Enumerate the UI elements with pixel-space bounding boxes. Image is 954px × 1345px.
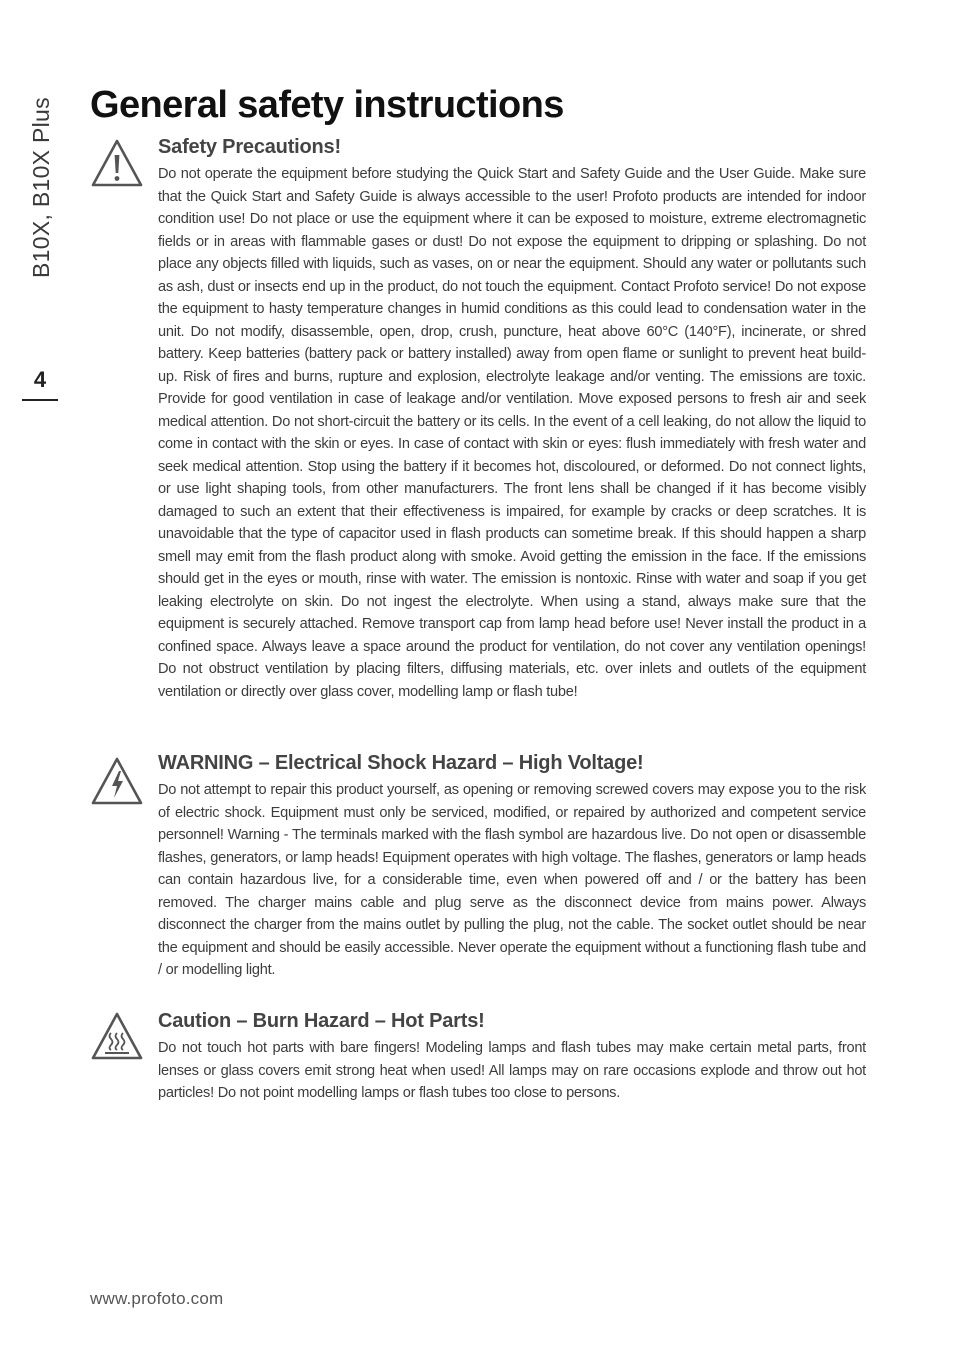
exclamation-warning-icon	[90, 138, 144, 188]
section-body: Do not operate the equipment before studying the Quick Start and Safety Guide and the User Guide. Make sure that the Quick Start and Safety Guide is always accessible to the user! Profoto products are intended for indoor condition use! Do not place or use the equipment where it can be exposed to moisture, extreme electromagnetic fields or in areas with flammable gases or dust! Do not expose the equipment to dripping or splashing. Do not place any objects filled with liquids, such as vases, on or near the equipment. Should any water or pollutants such as ash, dust or insects end up in the product, do not touch the equipment. Contact Profoto service! Do not expose the equipment to hasty temperature changes in humid conditions as this could lead to condensation water in the unit. Do not modify, disassemble, open, drop, crush, puncture, heat above 60°C (140°F), incinerate, or shred battery. Keep batteries (battery pack or battery installed) away from open flame or sunlight to prevent heat build-up. Risk of fires and burns, rupture and explosion, electrolyte leakage and/or venting. The emissions are toxic. Provide for good ventilation in case of leakage and/or ventilation. Move exposed persons to fresh air and seek medical attention. Do not short-circuit the battery or its cells. In the event of a cell leaking, do not allow the liquid to come in contact with the skin or eyes. In case of contact with skin or eyes: flush immediately with fresh water and seek medical attention. Stop using the battery if it becomes hot, discoloured, or deformed. Do not connect lights, or use light shaping tools, from other manufacturers. The front lens shall be changed if it has become visibly damaged to such an extent that their effectiveness is impaired, for example by cracks or deep scratches. It is unavoidable that the type of capacitor used in flash products can sometime break. If this should happen a sharp smell may emit from the flash product along with smoke. Avoid getting the emission in the face. If the emissions should get in the eyes or mouth, rinse with water. The emission is nontoxic. Rinse with water and soap if you get leaking electrolyte on skin. Do not ingest the electrolyte. When using a stand, always make sure that the equipment is securely attached. Remove transport cap from lamp head before use! Never install the product in a confined space. Always leave a space around the product for ventilation, do not cover any ventilation openings! Do not obstruct ventilation by placing filters, diffusing materials, etc. over inlets and outlets of the equipment ventilation or directly over glass cover, modelling lamp or flash tube!	[158, 166, 866, 700]
page-number: 4	[22, 367, 58, 401]
safety-precautions-section	[90, 136, 866, 703]
product-name-vertical: B10X, B10X Plus	[28, 97, 54, 278]
electrical-shock-section	[90, 752, 866, 982]
page-title: General safety instructions	[90, 84, 564, 126]
section-body: Do not attempt to repair this product yourself, as opening or removing screwed covers may expose you to the risk of electric shock. Equipment must only be serviced, modified, or repaired by authorized and competent service personnel! Warning - The terminals marked with the flash symbol are hazardous live. Do not open or disassemble flashes, generators, or lamp heads! Equipment operates with high voltage. The flashes, generators or lamp heads can contain hazardous live, for a considerable time, even when powered off and / or the battery has been removed. The charger mains cable and plug serve as the disconnect device from mains power. Always disconnect the charger from the mains outlet by pulling the plug, not the cable. The socket outlet should be near the equipment and should be easily accessible. Never operate the equipment without a functioning flash tube and / or modelling light.	[158, 782, 866, 978]
electric-shock-warning-icon	[90, 756, 144, 806]
section-heading: Safety Precautions!	[158, 136, 341, 158]
hot-surface-warning-icon	[90, 1011, 144, 1061]
section-body: Do not touch hot parts with bare fingers! Modeling lamps and flash tubes may make certain metal parts, front lenses or glass covers emit strong heat when used! All lamps may on rare occasions explode and throw out hot particles! Do not point modelling lamps or flash tubes too close to persons.	[158, 1040, 866, 1101]
burn-hazard-section	[90, 1010, 866, 1105]
section-heading: Caution – Burn Hazard – Hot Parts!	[158, 1010, 485, 1032]
footer-website-link[interactable]: www.profoto.com	[90, 1289, 224, 1308]
section-heading: WARNING – Electrical Shock Hazard – High Voltage!	[158, 752, 644, 774]
